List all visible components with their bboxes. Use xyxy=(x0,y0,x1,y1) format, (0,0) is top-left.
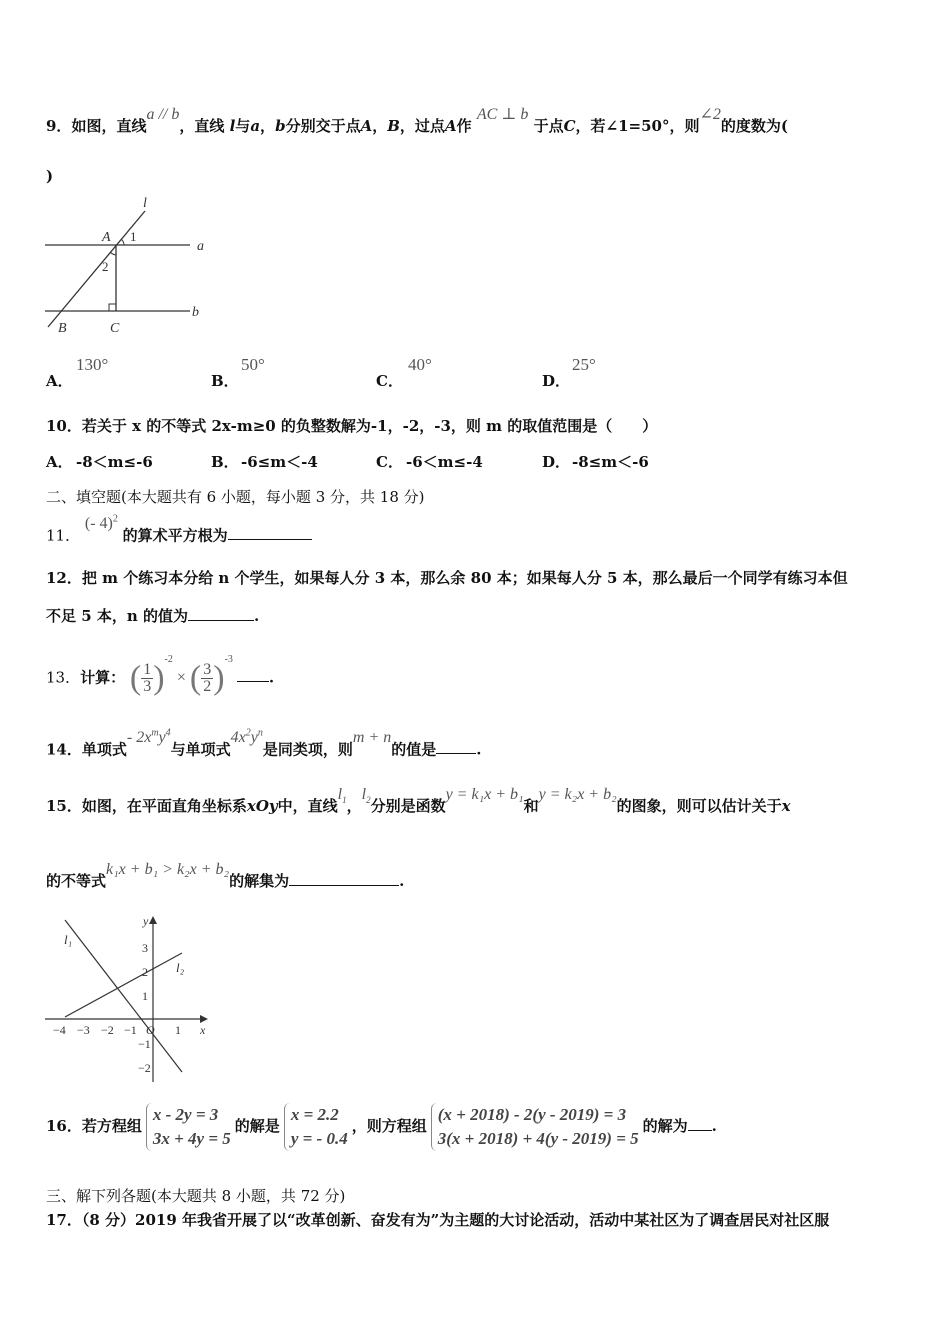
q16-system-1: x - 2y = 3 3x + 4y = 5 xyxy=(146,1103,231,1151)
right-angle-mark xyxy=(109,304,116,311)
q15-graph xyxy=(40,910,220,1085)
line-l1 xyxy=(65,920,182,1072)
math-perpendicular: AC ⊥ b xyxy=(476,106,529,123)
origin-label: O xyxy=(146,1023,155,1037)
q15-inequality: k₁x + b₁ > k₂x + b₂ xyxy=(106,861,230,878)
label-C: C xyxy=(110,321,120,336)
y-tick: 1 xyxy=(142,989,148,1003)
q12-line2: 不足 5 本，n 的值为 . xyxy=(46,607,260,625)
q16-line: 16．若方程组 x - 2y = 3 3x + 4y = 5 的解是 x = 2.2 y = - 0.4 ，则方程组 (x + 2018) - 2(y - 2019) = 3 3(x + 2018) + 4(y - 2019) = 5 的解为 . xyxy=(46,1098,717,1154)
q14-answer-blank[interactable] xyxy=(436,739,476,754)
x-tick: 1 xyxy=(175,1023,181,1037)
q11-answer-blank[interactable] xyxy=(228,525,312,540)
y-tick: 2 xyxy=(142,965,148,979)
q9-option-b-letter: B． xyxy=(211,372,239,390)
q9-close-paren: ) xyxy=(46,167,54,185)
q10-option-c-value: -6＜m≤-4 xyxy=(406,453,483,471)
q15-line1: 15．如图，在平面直角坐标系xOy中，直线$l_1$，$l_2$分别是函数y = k₁x + b₁和y = k₂x + b₂的图象，则可以估计关于x xyxy=(46,786,791,815)
q14-monomial-2: $4x^2y^n$ xyxy=(230,728,263,747)
line-l2 xyxy=(65,953,182,1017)
y-axis-arrow xyxy=(149,916,157,924)
math-parallel: a // b xyxy=(146,106,180,123)
y-axis-label: y xyxy=(143,914,149,928)
q15-answer-blank[interactable] xyxy=(289,871,399,886)
x-axis-label: x xyxy=(200,1023,206,1037)
y-tick: 3 xyxy=(142,941,148,955)
q13-expression: ( $\frac{1}{3}$ )$^{-2}$ × ( $\frac{3}{2}$ )$^{-3}$ xyxy=(129,654,233,697)
q10-text: 10．若关于 x 的不等式 2x-m≥0 的负整数解为-1，-2，-3，则 m 的取值范围是（ ） xyxy=(46,417,658,435)
q16-system-3: (x + 2018) - 2(y - 2019) = 3 3(x + 2018) + 4(y - 2019) = 5 xyxy=(431,1103,639,1151)
x-axis-arrow xyxy=(200,1015,208,1023)
q14-monomial-1: - $2x^my^4$ xyxy=(126,728,171,747)
x-tick: −2 xyxy=(101,1023,114,1037)
q9-figure xyxy=(40,195,220,340)
section-3-heading: 三、解下列各题(本大题共 8 小题，共 72 分) xyxy=(46,1187,346,1205)
label-b: b xyxy=(192,305,199,320)
q9-line: 9．如图，直线a // b，直线 l与a，b分别交于点A，B，过点A作 AC ⊥ b 于点C，若∠1=50°，则∠2的度数为( xyxy=(46,106,788,135)
q15-l2: $l_2$ xyxy=(361,786,371,806)
x-tick: −1 xyxy=(124,1023,137,1037)
x-tick: −4 xyxy=(53,1023,66,1037)
q10-option-a-letter: A． xyxy=(46,453,73,471)
q10-option-b-value: -6≤m＜-4 xyxy=(241,453,318,471)
y-tick: −2 xyxy=(138,1061,151,1075)
q17-text: 17．（8 分）2019 年我省开展了以“改革创新、奋发有为”为主题的大讨论活动，活动中某社区为了调查居民对社区服 xyxy=(46,1211,830,1229)
q9-option-c-letter: C． xyxy=(376,372,403,390)
label-l: l xyxy=(143,196,147,211)
q15-function-2: y = k₂x + b₂ xyxy=(538,786,617,803)
q14-sum: m + n xyxy=(352,729,392,747)
q16-system-2: x = 2.2 y = - 0.4 xyxy=(284,1103,348,1151)
q11-line: 11． (- 4)$^2$ 的算术平方根为 xyxy=(46,522,312,546)
q12-line1: 12．把 m 个练习本分给 n 个学生，如果每人分 3 本，那么余 80 本；如果每人分 5 本，那么最后一个同学有练习本但 xyxy=(46,569,848,587)
label-l1: l₁ xyxy=(64,932,73,947)
q16-answer-blank[interactable] xyxy=(688,1116,712,1131)
q10-option-d-value: -8≤m＜-6 xyxy=(572,453,649,471)
q15-function-1: y = k₁x + b₁ xyxy=(445,786,524,803)
q9-option-b-value: 50° xyxy=(241,355,265,374)
label-1: 1 xyxy=(130,229,137,244)
label-l2: l₂ xyxy=(176,960,185,975)
q15-line2: 的不等式k₁x + b₁ > k₂x + b₂的解集为 . xyxy=(46,861,405,890)
q9-option-a-letter: A． xyxy=(46,372,73,390)
q12-answer-blank[interactable] xyxy=(188,606,254,621)
math-angle2: ∠2 xyxy=(699,106,721,123)
q10-option-d-letter: D． xyxy=(542,453,571,471)
q10-option-a-value: -8＜m≤-6 xyxy=(76,453,153,471)
q14-line: 14．单项式- $2x^my^4$与单项式$4x^2y^n$是同类项，则m + n的值是 . xyxy=(46,728,482,759)
label-a: a xyxy=(197,239,204,254)
q11-math: (- 4)$^2$ xyxy=(84,514,118,533)
q9-option-a-value: 130° xyxy=(76,355,109,374)
label-B: B xyxy=(58,321,67,336)
label-2: 2 xyxy=(102,259,109,274)
q13-answer-blank[interactable] xyxy=(237,667,269,682)
section-2-heading: 二、填空题(本大题共有 6 小题，每小题 3 分，共 18 分) xyxy=(46,488,425,506)
q10-option-b-letter: B． xyxy=(211,453,239,471)
angle-2-arc xyxy=(110,252,116,255)
q9-option-c-value: 40° xyxy=(408,355,432,374)
q13-line: 13．计算： ( $\frac{1}{3}$ )$^{-2}$ × ( $\frac{3}{2}$ )$^{-3}$ . xyxy=(46,654,275,697)
q9-option-d-letter: D． xyxy=(542,372,571,390)
angle-1-arc xyxy=(121,239,124,245)
y-tick: −1 xyxy=(138,1037,151,1051)
q15-l1: $l_1$ xyxy=(337,786,347,806)
x-tick: −3 xyxy=(77,1023,90,1037)
q9-option-d-value: 25° xyxy=(572,355,596,374)
q10-option-c-letter: C． xyxy=(376,453,403,471)
label-A: A xyxy=(102,230,111,245)
